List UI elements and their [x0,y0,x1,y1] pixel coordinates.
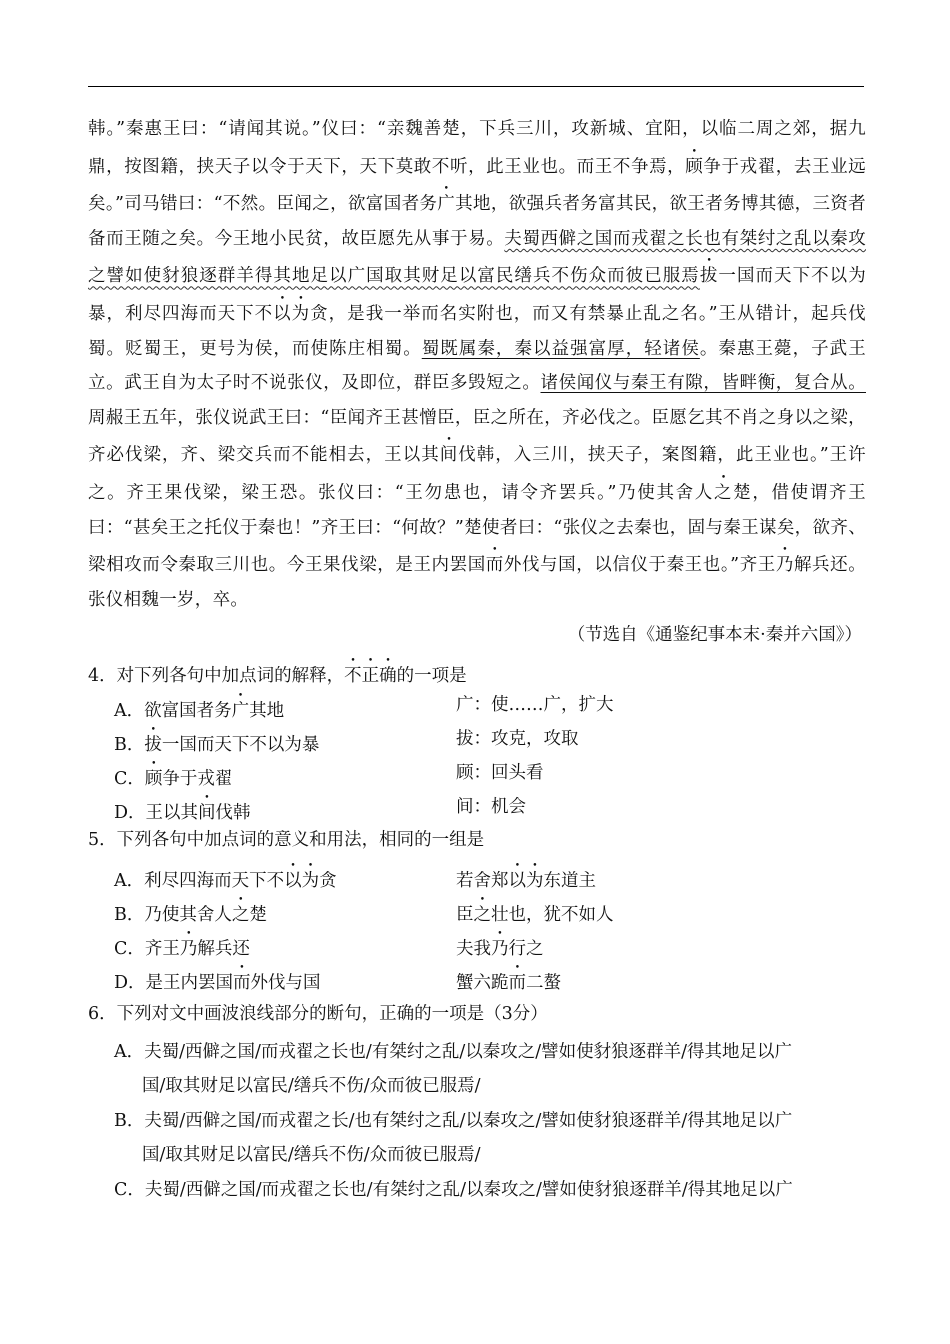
option-b [114,895,267,926]
option-label: C． [114,1180,145,1200]
option-c [114,759,232,790]
option-label: A． [114,701,145,721]
option-text: 臣 [456,905,474,925]
option-text: 夫我 [456,939,491,959]
option-text: 王以其 [145,803,199,823]
option-text: 蟹六跪 [456,973,509,993]
option-d [114,963,321,994]
option-a [114,1038,792,1063]
option-d-compare [456,963,561,994]
option-text: 夫蜀/西僻之国/而戎翟之长也/有桀纣之乱/以秦攻之/譬如使豺狼逐群羊/得其地足以广 [144,1042,793,1062]
emphasis-word: 间 [439,445,459,466]
passage-segment: 一国而天下不以为暴，利尽四海而天下不 [88,266,866,324]
emphasis-word: 而 [508,973,526,993]
option-c [114,1176,793,1201]
header-rule [88,86,864,87]
passage-segment: 贪，是我一举而名实附也，而又有禁暴止乱之名。”王从错计，起兵伐蜀。贬蜀王，更号为侯，而使陈庄相蜀。 [88,303,867,359]
option-label: B． [114,1111,145,1131]
emphasis-word: 乃 [179,939,198,959]
passage-segment: 解兵还。张仪相魏一岁，卒。 [88,555,866,610]
option-text: 壮也，犹不如人 [491,905,614,925]
passage-segment: 伐韩，入三川，挟天子，案图籍，此王业也。”王许之。齐王果伐梁，梁王恐。张仪曰：“王勿患也，请令齐罢兵。”乃使其舍人 [88,445,866,503]
option-text: 解兵还 [197,939,250,959]
passage-segment: 周赧王五年，张仪说武王曰：“臣闻齐王甚憎臣，臣之所在，齐必伐之。臣愿乞其不肖之身以之梁，齐必伐梁，齐、梁交兵而不能相去，王以其 [88,407,866,466]
option-text: 行之 [508,939,544,959]
option-c-compare [456,929,544,960]
option-d [114,793,251,824]
option-b [114,1107,792,1132]
emphasis-word: 广 [231,701,250,721]
emphasis-word: 之 [473,905,491,925]
source-citation: （节选自《通鉴纪事本末·秦并六国》） [567,625,862,645]
emphasis-word: 广 [437,194,456,215]
passage-segment: 外伐与国，以信仪于秦王也。”齐王 [503,555,776,576]
question-stem: 5．下列各句中加点词的意义和用法，相同的一组是 [88,830,485,850]
emphasis-word: 间 [198,803,216,823]
emphasis-word: 乃 [775,555,794,576]
option-a [114,861,337,892]
option-text: 欲富国者务 [144,701,232,721]
passage-segment: 楚，借使谓齐王曰：“甚矣王之托仪于秦也！”齐王曰：“何故？”楚使者曰：“张仪之去秦也，固与秦王谋矣，欲齐、梁相攻而令秦取三川也。今王果伐梁，是王内罢国 [88,482,866,576]
passage-segment: 。秦惠王薨，子武王立。武王自为太子时不说张仪，及即位，群臣多毁短之。 [88,338,867,394]
option-label: C． [114,769,145,789]
option-label: C． [114,939,145,959]
emphasis-word: 拔 [699,266,719,287]
option-c-explanation: 顾：回头看 [456,763,544,783]
wavy-underlined-passage: 夫蜀西僻之国而戎翟之长也有桀纣之乱以秦攻之譬如使豺狼逐群羊得其地足以广国取其财足以富民缮兵不伤众而彼已服焉 [88,228,866,287]
stem-text: 4．对下列各句中加点词的解释， [88,666,345,686]
passage-segment: 韩。”秦惠王曰：“请闻其说。”仪曰：“亲魏善楚，下兵三川，攻新城、宜阳，以临二周之郊，据九鼎，按图籍，挟天子以令于天下，天下莫敢不听，此王业也。而王不争焉， [88,119,866,177]
option-text: 东道主 [543,871,596,891]
emphasis-word: 而 [485,555,504,576]
option-b-continued: 国/取其财足以富民/缮兵不伤/众而彼已服焉/ [142,1145,481,1165]
option-text: 二螯 [526,973,561,993]
question-stem: 6．下列对文中画波浪线部分的断句，正确的一项是（3分） [88,1004,548,1024]
option-a-compare [456,861,596,892]
underlined-sentence-1: 蜀既属秦，秦以益强富厚，轻诸侯 [421,338,700,359]
question-stem [88,656,467,687]
option-label: D． [114,803,146,823]
option-text: 夫蜀/西僻之国/而戎翟之长也/有桀纣之乱/以秦攻之/譬如使豺狼逐群羊/得其地足以广 [144,1180,793,1200]
option-a-explanation: 广：使……广，扩大 [456,695,614,715]
option-text: 是王内罢国 [145,973,234,993]
emphasis-word: 不正确 [344,666,397,686]
passage-segment: 其地，欲强兵者务富其民，欲王者务博其德，三资者备而王随之矣。今王地小民贫，故臣愿先从事于易。 [88,194,866,249]
option-text: 贪 [319,871,337,891]
option-label: A． [114,1042,145,1062]
option-text: 乃使其舍人 [144,905,232,925]
passage-segment: 争于戎翟，去王业远矣。”司马错曰：“不然。臣闻之，欲富国者务 [88,156,866,215]
emphasis-word: 顾 [685,156,704,177]
option-text: 伐韩 [215,803,251,823]
emphasis-word: 之 [713,482,734,503]
option-text: 夫蜀/西僻之国/而戎翟之长/也有桀纣之乱/以秦攻之/譬如使豺狼逐群羊/得其地足以广 [144,1111,793,1131]
option-a-continued: 国/取其财足以富民/缮兵不伤/众而彼已服焉/ [142,1076,481,1096]
emphasis-word: 拔 [144,735,162,755]
emphasis-word: 以为 [508,871,544,891]
option-label: B． [114,735,145,755]
option-label: A． [114,871,145,891]
option-text: 楚 [249,905,267,925]
emphasis-word: 以为 [273,303,311,324]
option-text: 一国而天下不以为暴 [161,735,320,755]
option-text: 其地 [249,701,285,721]
option-a [114,691,284,722]
option-text: 外伐与国 [250,973,321,993]
underlined-sentence-2: 诸侯闻仪与秦王有隙，皆畔衡，复合从。 [540,373,866,394]
emphasis-word: 顾 [144,769,163,789]
option-b-explanation: 拔：攻克，攻取 [456,729,579,749]
passage-text [88,112,866,617]
emphasis-word: 而 [233,973,251,993]
option-c [114,929,250,960]
emphasis-word: 之 [231,905,250,925]
option-label: D． [114,973,146,993]
option-text: 利尽四海而天下不 [144,871,285,891]
option-label: B． [114,905,145,925]
stem-text: 的一项是 [396,666,467,686]
option-d-explanation: 间：机会 [456,797,526,817]
option-text: 齐王 [144,939,180,959]
emphasis-word: 乃 [491,939,509,959]
option-b-compare [456,895,614,926]
option-text: 争于戎翟 [162,769,233,789]
option-text: 若舍郑 [456,871,509,891]
emphasis-word: 以为 [284,871,320,891]
option-b [114,725,319,756]
